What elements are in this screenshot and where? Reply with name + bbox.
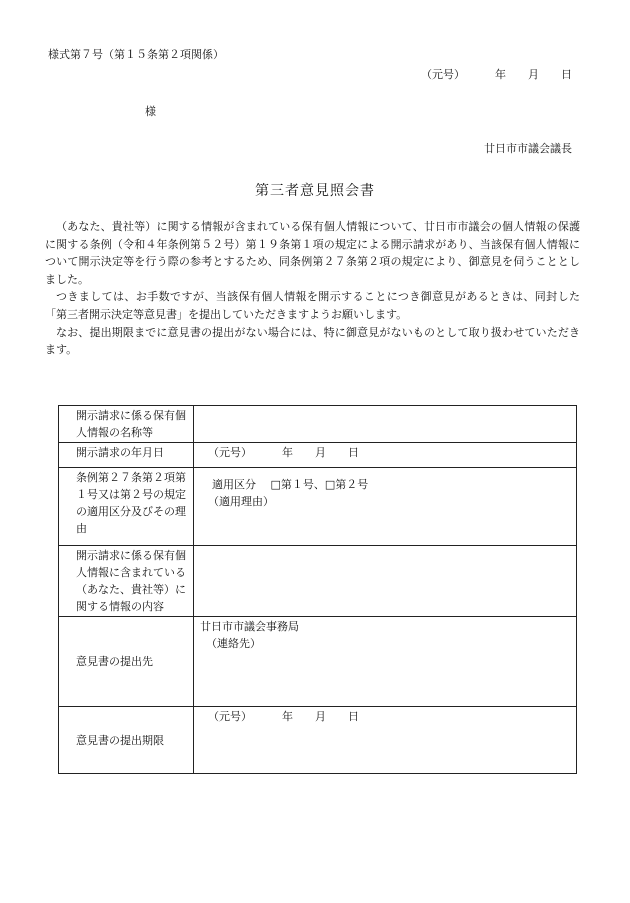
table-row — [59, 546, 577, 617]
date-month: 月 — [528, 68, 539, 81]
addressee: 様 — [145, 105, 156, 118]
table-row — [59, 617, 577, 707]
body-paragraph-2: つきましては、お手数ですが、当該保有個人情報を開示することにつき御意見があるときは、同封した「第三者開示決定等意見書」を提出していただきますようお願いします。 — [45, 290, 580, 321]
value-category — [194, 468, 577, 546]
body-paragraph-3: なお、提出期限までに意見書の提出がない場合には、特に御意見がないものとして取り扱わせていただきます。 — [45, 325, 580, 357]
label-request-date: 開示請求の年月日 — [59, 443, 194, 468]
label-deadline: 意見書の提出期限 — [59, 707, 194, 774]
form-id: 様式第７号（第１５条第２項関係） — [48, 48, 224, 61]
deadline-era: （元号） — [208, 710, 252, 723]
body-text — [45, 218, 580, 359]
request-era: （元号） — [208, 446, 252, 459]
table-row — [59, 468, 577, 546]
inquiry-table — [58, 405, 577, 774]
table-row — [59, 443, 577, 468]
date-era: （元号） — [421, 68, 465, 81]
document-title: 第三者意見照会書 — [255, 183, 375, 199]
label-info-name: 開示請求に係る保有個人情報の名称等 — [59, 406, 194, 443]
table-row — [59, 406, 577, 443]
value-info-name — [194, 406, 577, 443]
deadline-month: 月 — [315, 710, 326, 723]
submit-contact: （連絡先） — [206, 637, 261, 650]
category-reason: （適用理由） — [208, 495, 274, 508]
deadline-day: 日 — [348, 710, 359, 723]
label-info-content: 開示請求に係る保有個人情報に含まれている（あなた、貴社等）に関する情報の内容 — [59, 546, 194, 617]
submit-office: 廿日市市議会事務局 — [200, 620, 299, 633]
category-options: 適用区分 □第１号、□第２号 — [212, 478, 369, 491]
deadline-year: 年 — [282, 710, 293, 723]
value-deadline — [194, 707, 577, 774]
date-year: 年 — [495, 68, 506, 81]
request-month: 月 — [315, 446, 326, 459]
date-day: 日 — [561, 68, 572, 81]
label-submit-to: 意見書の提出先 — [59, 617, 194, 707]
sender: 廿日市市議会議長 — [484, 142, 572, 155]
request-day: 日 — [348, 446, 359, 459]
value-info-content — [194, 546, 577, 617]
table-row — [59, 707, 577, 774]
issue-date — [421, 66, 572, 82]
request-year: 年 — [282, 446, 293, 459]
label-category: 条例第２７条第２項第１号又は第２号の規定の適用区分及びその理由 — [59, 468, 194, 546]
body-paragraph-1: （あなた、貴社等）に関する情報が含まれている保有個人情報について、廿日市市議会の個人情報の保護に関する条例（令和４年条例第５２号）第１９条第１項の規定による開示請求があり、当該保有個人情報について開示決定等を行う際の参考とするため、同条例第２７条第２項の規定により、御意見を伺うこととしました。 — [45, 220, 580, 286]
value-request-date — [194, 443, 577, 468]
value-submit-to — [194, 617, 577, 707]
